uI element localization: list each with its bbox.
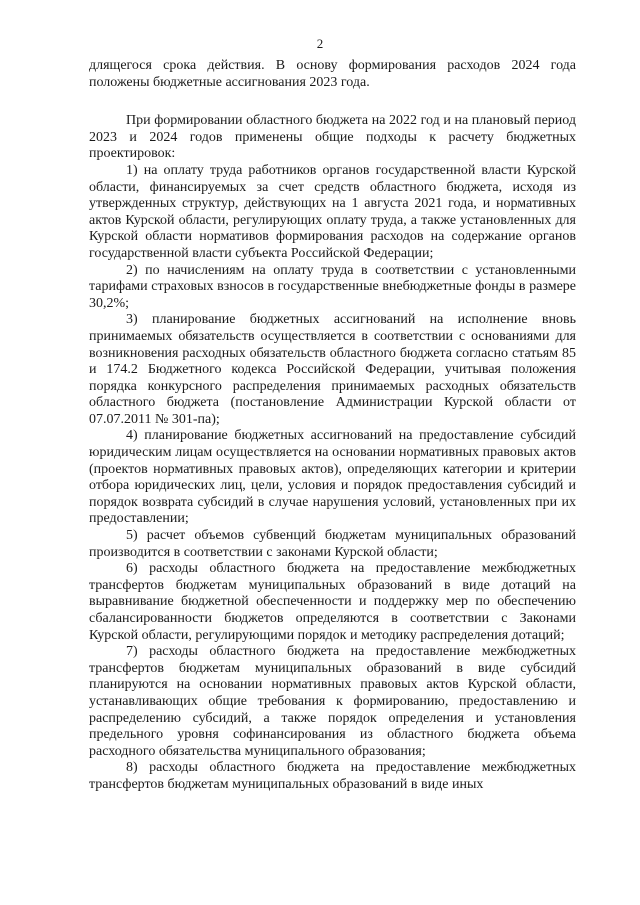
paragraph-item-5: 5) расчет объемов субвенций бюджетам муниципальных образований производится в соответствии с законами Курской области;: [89, 528, 576, 560]
paragraph-intro: При формировании областного бюджета на 2022 год и на плановый период 2023 и 2024 годов применены общие подходы к расчету бюджетных проектировок:: [89, 113, 576, 162]
paragraph-item-3: 3) планирование бюджетных ассигнований на исполнение вновь принимаемых обязательств осуществляется в соответствии с основаниями для возникновения расходных обязательств областного бюджета согласно статьям 85 и 174.2 Бюджетного кодекса Российской Федерации, учитывая положения порядка конкурсного распределения принимаемых расходных обязательств областного бюджета (постановление Администрации Курской области от 07.07.2011 № 301-па);: [89, 312, 576, 427]
paragraph-item-4: 4) планирование бюджетных ассигнований на предоставление субсидий юридическим лицам осуществляется на основании нормативных правовых актов (проектов нормативных правовых актов), определяющих категории и критерии отбора юридических лиц, цели, условия и порядок предоставления субсидий и порядок возврата субсидий в случае нарушения условий, установленных при их предоставлении;: [89, 428, 576, 527]
paragraph-item-6: 6) расходы областного бюджета на предоставление межбюджетных трансфертов бюджетам муниципальных образований в виде дотаций на выравнивание бюджетной обеспеченности и поддержку мер по обеспечению сбалансированности бюджетов определяются в соответствии с Законами Курской области, регулирующими порядок и методику распределения дотаций;: [89, 561, 576, 643]
paragraph-item-7: 7) расходы областного бюджета на предоставление межбюджетных трансфертов бюджетам муниципальных образований в виде субсидий планируются на основании нормативных правовых актов Курской области, устанавливающих общие требования к формированию, предоставлению и распределению субсидий, а также порядок определения и установления предельного уровня софинансирования из областного бюджета объема расходного обязательства муниципального образования;: [89, 644, 576, 759]
paragraph-gap: [89, 91, 576, 113]
page-number: 2: [316, 36, 324, 51]
document-body: [89, 58, 576, 794]
paragraph-item-2: 2) по начислениям на оплату труда в соответствии с установленными тарифами страховых взносов в государственные внебюджетные фонды в размере 30,2%;: [89, 262, 576, 311]
paragraph-item-8: 8) расходы областного бюджета на предоставление межбюджетных трансфертов бюджетам муниципальных образований в виде иных: [89, 760, 576, 792]
paragraph-continuation: длящегося срока действия. В основу формирования расходов 2024 года положены бюджетные ассигнования 2023 года.: [89, 58, 576, 90]
paragraph-item-1: 1) на оплату труда работников органов государственной власти Курской области, финансируемых за счет средств областного бюджета, исходя из утвержденных структур, действующих на 1 августа 2021 года, и нормативных актов Курской области, регулирующих оплату труда, а также установленных для Курской области нормативов формирования расходов на содержание органов государственной власти субъекта Российской Федерации;: [89, 162, 576, 261]
